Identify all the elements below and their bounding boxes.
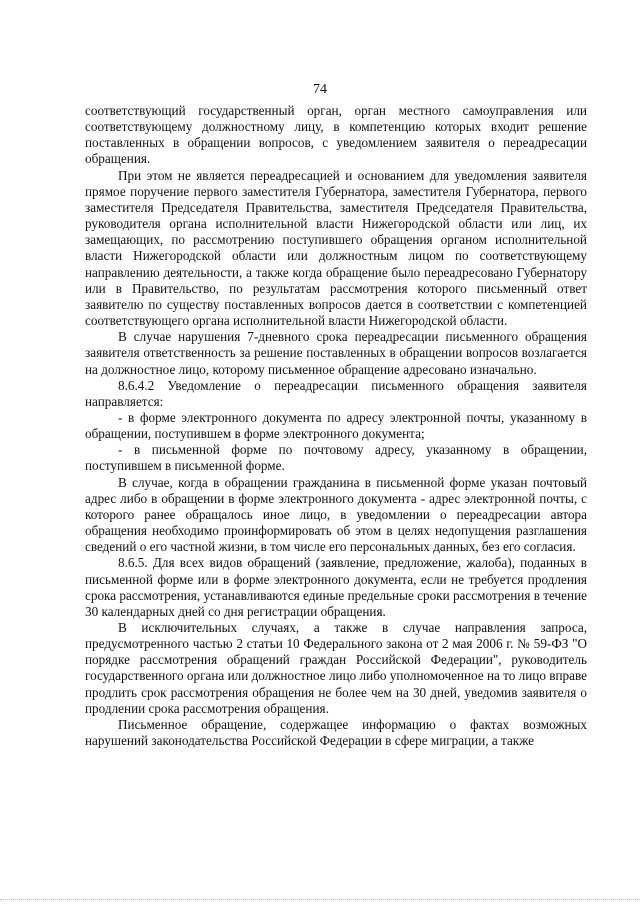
paragraph-continuation: соответствующий государственный орган, орган местного самоуправления или соответствующему должностному лицу, в компетенцию которых входит решение поставленных в обращении вопросов, с уведомлением заявителя о переадресации обращения. (85, 103, 587, 167)
paragraph-privacy-notice: В случае, когда в обращении гражданина в письменной форме указан почтовый адрес либо в обращении в форме электронного документа - адрес электронной почты, с которого ранее обращалось иное лицо, в уведомлении о переадресации автора обращения необходимо проинформировать об этом в целях недопущения разглашения сведений о его частной жизни, в том числе его персональных данных, без его согласия. (85, 474, 587, 555)
document-body (85, 103, 587, 749)
paragraph-section-8-6-4-2: 8.6.4.2 Уведомление о переадресации письменного обращения заявителя направляется: (85, 377, 587, 409)
paragraph-extension: В исключительных случаях, а также в случае направления запроса, предусмотренного частью 2 статьи 10 Федерального закона от 2 мая 2006 г. № 59-ФЗ "О порядке рассмотрения обращений граждан Российской Федерации", руководитель государственного органа или должностное лицо либо уполномоченное на то лицо вправе продлить срок рассмотрения обращения не более чем на 30 дней, уведомив заявителя о продлении срока рассмотрения обращения. (85, 620, 587, 716)
list-item-electronic-form: - в форме электронного документа по адресу электронной почты, указанному в обращении, поступившем в форме электронного документа; (85, 409, 587, 442)
paragraph-seven-day-violation: В случае нарушения 7-дневного срока переадресации письменного обращения заявителя ответственность за решение поставленных в обращении вопросов возлагается на должностное лицо, которому письменное обращение адресовано изначально. (85, 329, 587, 377)
paragraph-migration: Письменное обращение, содержащее информацию о фактах возможных нарушений законодательства Российской Федерации в сфере миграции, а также (85, 716, 587, 749)
paragraph-section-8-6-5: 8.6.5. Для всех видов обращений (заявление, предложение, жалоба), поданных в письменной форме или в форме электронного документа, если не требуется продления срока рассмотрения, устанавливаются единые предельные сроки рассмотрения в течение 30 календарных дней со дня регистрации обращения. (85, 555, 587, 619)
list-item-written-form: - в письменной форме по почтовому адресу, указанному в обращении, поступившем в письменной форме. (85, 442, 587, 474)
page-number: 74 (313, 82, 327, 97)
scan-bottom-edge (0, 899, 640, 900)
paragraph-redirect-exception: При этом не является переадресацией и основанием для уведомления заявителя прямое поручение первого заместителя Губернатора, заместителя Губернатора, первого заместителя Председателя Правительства, заместителя Председателя Правительства, руководителя органа исполнительной власти Нижегородской области или лиц, их замещающих, по рассмотрению поступившего обращения органом исполнительной власти Нижегородской области или должностным лицом по соответствующему направлению деятельности, а также когда обращение было переадресовано Губернатору или в Правительство, по результатам рассмотрения которого письменный ответ заявителю по существу поставленных вопросов дается в соответствии с компетенцией соответствующего органа исполнительной власти Нижегородской области. (85, 167, 587, 329)
